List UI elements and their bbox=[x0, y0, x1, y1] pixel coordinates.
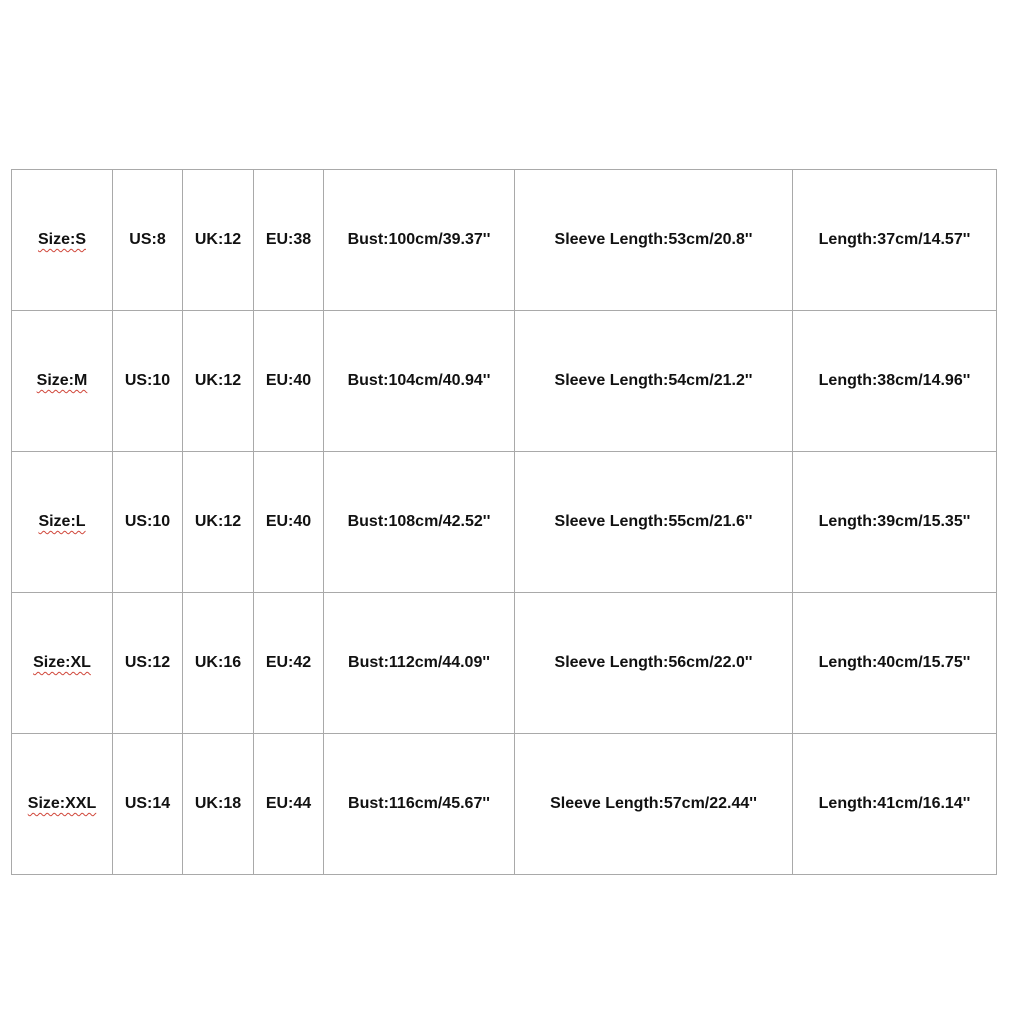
sleeve-length-cell: Sleeve Length:54cm/21.2'' bbox=[515, 311, 793, 452]
eu-size-cell: EU:40 bbox=[254, 311, 324, 452]
bust-cell: Bust:116cm/45.67'' bbox=[324, 734, 515, 875]
bust-cell: Bust:100cm/39.37'' bbox=[324, 170, 515, 311]
length-cell: Length:39cm/15.35'' bbox=[793, 452, 997, 593]
us-size-cell: US:10 bbox=[113, 311, 183, 452]
table-row bbox=[12, 311, 997, 452]
size-cell bbox=[12, 734, 113, 875]
table-row bbox=[12, 452, 997, 593]
size-label: Size:XL bbox=[33, 654, 91, 671]
eu-size-cell: EU:42 bbox=[254, 593, 324, 734]
uk-size-cell: UK:12 bbox=[183, 170, 254, 311]
sleeve-length-cell: Sleeve Length:57cm/22.44'' bbox=[515, 734, 793, 875]
size-chart-table bbox=[11, 169, 997, 875]
bust-cell: Bust:108cm/42.52'' bbox=[324, 452, 515, 593]
us-size-cell: US:12 bbox=[113, 593, 183, 734]
eu-size-cell: EU:40 bbox=[254, 452, 324, 593]
sleeve-length-cell: Sleeve Length:56cm/22.0'' bbox=[515, 593, 793, 734]
uk-size-cell: UK:16 bbox=[183, 593, 254, 734]
table-row bbox=[12, 593, 997, 734]
size-label: Size:XXL bbox=[27, 795, 97, 812]
size-label: Size:S bbox=[37, 231, 86, 248]
table-row bbox=[12, 170, 997, 311]
size-label: Size:M bbox=[36, 372, 88, 389]
sleeve-length-cell: Sleeve Length:55cm/21.6'' bbox=[515, 452, 793, 593]
us-size-cell: US:10 bbox=[113, 452, 183, 593]
bust-cell: Bust:112cm/44.09'' bbox=[324, 593, 515, 734]
uk-size-cell: UK:18 bbox=[183, 734, 254, 875]
us-size-cell: US:8 bbox=[113, 170, 183, 311]
eu-size-cell: EU:44 bbox=[254, 734, 324, 875]
size-cell bbox=[12, 452, 113, 593]
size-cell bbox=[12, 311, 113, 452]
bust-cell: Bust:104cm/40.94'' bbox=[324, 311, 515, 452]
length-cell: Length:37cm/14.57'' bbox=[793, 170, 997, 311]
size-cell bbox=[12, 593, 113, 734]
length-cell: Length:38cm/14.96'' bbox=[793, 311, 997, 452]
size-cell bbox=[12, 170, 113, 311]
size-label: Size:L bbox=[38, 513, 86, 530]
eu-size-cell: EU:38 bbox=[254, 170, 324, 311]
length-cell: Length:41cm/16.14'' bbox=[793, 734, 997, 875]
table-row bbox=[12, 734, 997, 875]
uk-size-cell: UK:12 bbox=[183, 452, 254, 593]
sleeve-length-cell: Sleeve Length:53cm/20.8'' bbox=[515, 170, 793, 311]
uk-size-cell: UK:12 bbox=[183, 311, 254, 452]
us-size-cell: US:14 bbox=[113, 734, 183, 875]
length-cell: Length:40cm/15.75'' bbox=[793, 593, 997, 734]
